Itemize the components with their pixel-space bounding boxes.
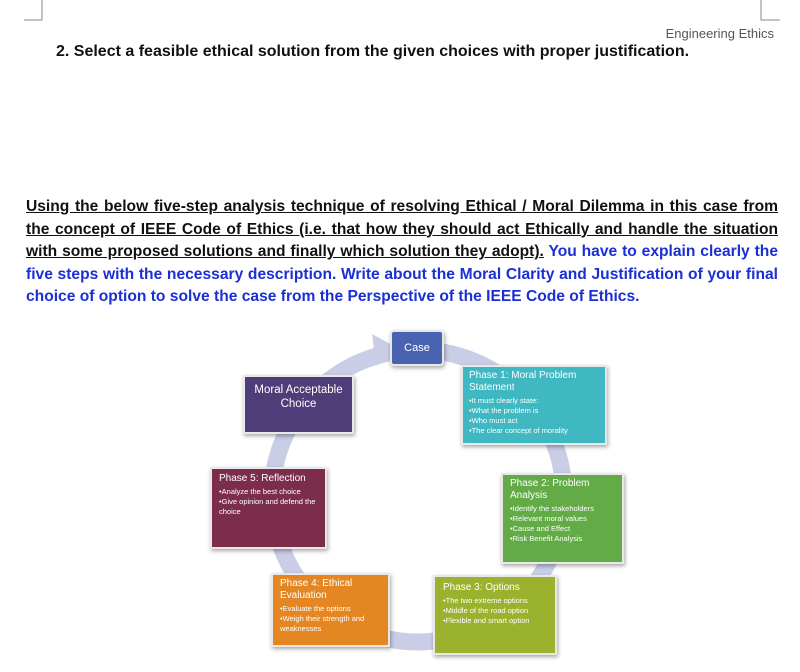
list-item: • Evaluate the options <box>280 604 381 614</box>
list-item: • Relevant moral values <box>510 514 615 524</box>
moral-choice-box <box>243 375 354 434</box>
list-item: • The clear concept of morality <box>469 426 599 436</box>
phase-5-title: Phase 5: Reflection <box>219 473 306 484</box>
list-item: • Identify the stakeholders <box>510 504 615 514</box>
case-title: Case <box>404 342 430 354</box>
phase-3-list <box>443 596 547 626</box>
page-header-label: Engineering Ethics <box>665 26 774 41</box>
phase-1-title: Phase 1: Moral Problem Statement <box>469 370 577 393</box>
phase-4-title: Phase 4: Ethical Evaluation <box>280 578 353 601</box>
instructions-blue-text: You have to explain clearly the five steps with the necessary description. Write about the Moral Clarity and Justification of your final choice of option to solve the case from the Perspective of the IEEE Code of Ethics. <box>26 243 778 305</box>
phase-5-box <box>210 467 327 549</box>
list-item: • Cause and Effect <box>510 524 615 534</box>
list-item: • Middle of the road option <box>443 606 547 616</box>
list-item: • The two extreme options <box>443 596 547 606</box>
list-item: • Weigh their strength and weaknesses <box>280 614 381 634</box>
phase-2-list <box>510 504 615 544</box>
list-item: • Who must act <box>469 416 599 426</box>
moral-choice-title: Moral Acceptable Choice <box>254 384 343 410</box>
list-item: • What the problem is <box>469 406 599 416</box>
list-item: • Risk Benefit Analysis <box>510 534 615 544</box>
phase-4-list <box>280 604 381 634</box>
phase-1-box <box>461 365 607 445</box>
question-text: 2. Select a feasible ethical solution from the given choices with proper justification. <box>56 43 690 60</box>
phase-2-title: Phase 2: Problem Analysis <box>510 478 590 501</box>
phase-1-list <box>469 396 599 436</box>
case-box <box>390 330 444 366</box>
phase-2-box <box>501 473 624 564</box>
phase-5-list <box>219 487 318 517</box>
list-item: • Give opinion and defend the choice <box>219 497 318 517</box>
phase-4-box <box>271 573 390 647</box>
instructions-underlined-text: Using the below five-step analysis technique of resolving Ethical / Moral Dilemma in this case from the concept of IEEE Code of Ethics (i.e. that how they should act Ethically and handle the situation with some proposed solutions and finally which solution they adopt). <box>26 198 778 260</box>
list-item: • Flexible and smart option <box>443 616 547 626</box>
list-item: • It must clearly state: <box>469 396 599 406</box>
list-item: • Analyze the best choice <box>219 487 318 497</box>
phase-3-box <box>433 575 557 655</box>
phase-3-title: Phase 3: Options <box>443 582 520 593</box>
